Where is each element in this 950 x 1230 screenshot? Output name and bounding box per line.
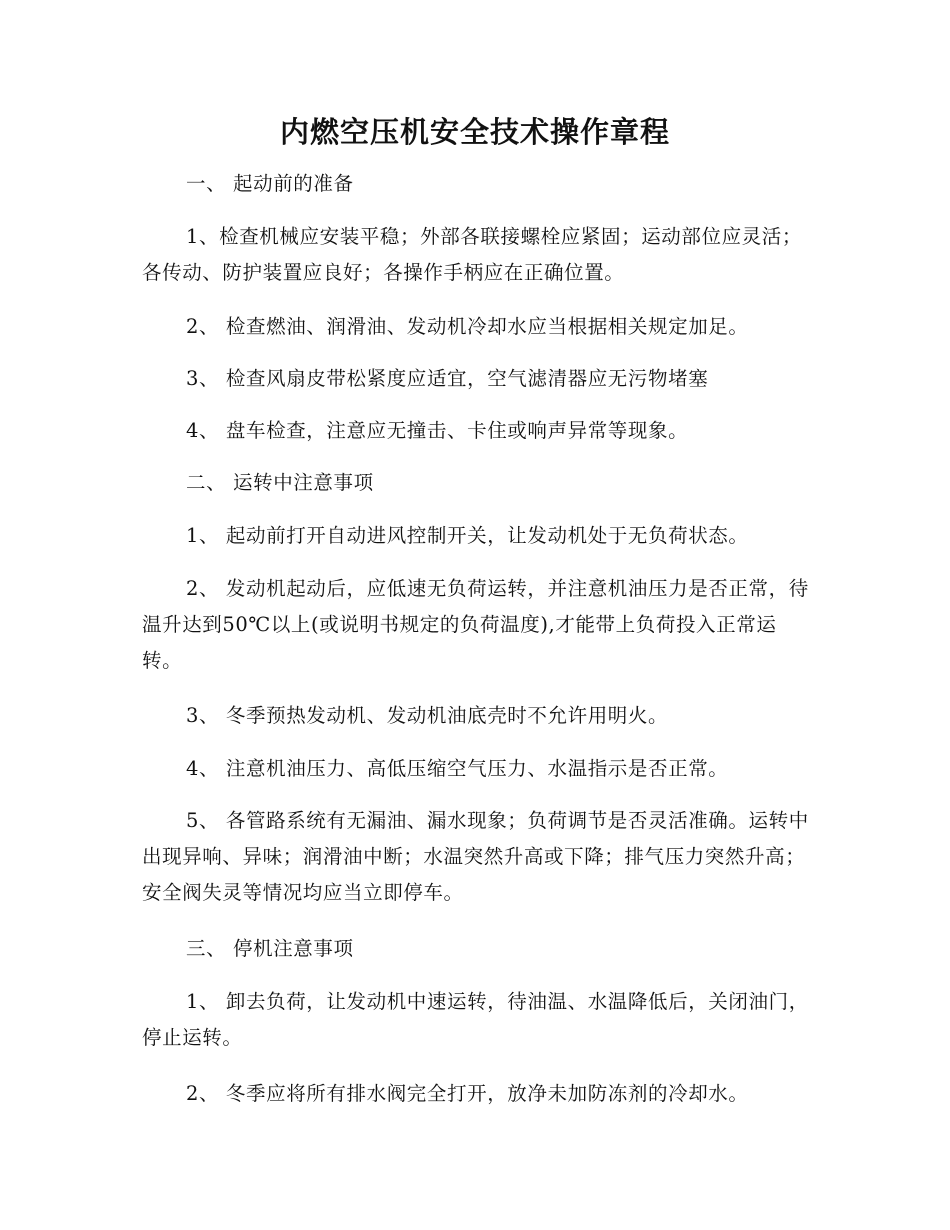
list-item: 2、 发动机起动后，应低速无负荷运转，并注意机油压力是否正常，待温升达到50℃以上(或说明书规定的负荷温度),才能带上负荷投入正常运转。 [142,577,809,672]
list-item: 3、 检查风扇皮带松紧度应适宜，空气滤清器应无污物堵塞 [186,367,709,390]
document-title: 内燃空压机安全技术操作章程 [279,115,670,149]
list-item: 1、检查机械应安装平稳；外部各联接螺栓应紧固；运动部位应灵活；各传动、防护装置应良好；各操作手柄应在正确位置。 [142,225,803,284]
list-item: 2、 检查燃油、润滑油、发动机冷却水应当根据相关规定加足。 [186,315,749,338]
section-heading-1: 一、 起动前的准备 [186,172,354,195]
list-item: 3、 冬季预热发动机、发动机油底壳时不允许用明火。 [186,704,669,727]
section-heading-2: 二、 运转中注意事项 [186,471,374,494]
list-item: 4、 盘车检查，注意应无撞击、卡住或响声异常等现象。 [186,419,689,442]
list-item: 2、 冬季应将所有排水阀完全打开，放净未加防冻剂的冷却水。 [186,1082,749,1105]
list-item: 1、 起动前打开自动进风控制开关，让发动机处于无负荷状态。 [186,524,749,547]
list-item: 4、 注意机油压力、高低压缩空气压力、水温指示是否正常。 [186,757,729,780]
section-heading-3: 三、 停机注意事项 [186,937,354,960]
list-item: 5、 各管路系统有无漏油、漏水现象；负荷调节是否灵活准确。运转中出现异响、异味；润滑油中断；水温突然升高或下降；排气压力突然升高；安全阀失灵等情况均应当立即停车。 [142,809,809,904]
list-item: 1、 卸去负荷，让发动机中速运转，待油温、水温降低后，关闭油门，停止运转。 [142,990,809,1049]
